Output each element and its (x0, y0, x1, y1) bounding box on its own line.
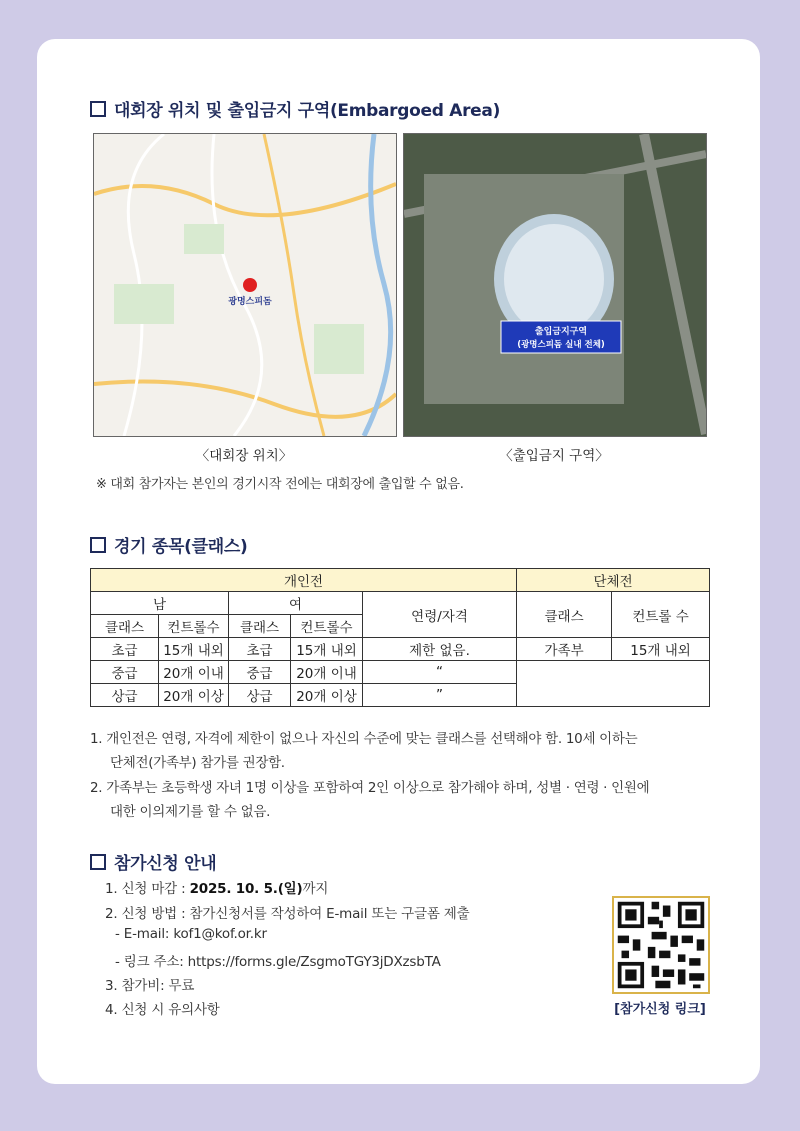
header-male-class: 클래스 (91, 615, 159, 638)
class-note-2-cont: 대한 이의제기를 할 수 없음. (110, 804, 271, 820)
header-female: 여 (229, 592, 363, 615)
caution-line: 4. 신청 시 유의사항 (105, 1002, 220, 1018)
cell-female-controls: 20개 이내 (291, 661, 363, 684)
link-line[interactable]: - 링크 주소: https://forms.gle/ZsgmoTGY3jDXzsbTA (115, 954, 441, 970)
deadline-line (105, 877, 328, 897)
deadline-prefix: 1. 신청 마감 : (105, 881, 190, 897)
qr-link-label[interactable]: [참가신청 링크] (614, 1002, 706, 1017)
class-note-1: 1. 개인전은 연령, 자격에 제한이 없으나 자신의 수준에 맞는 클래스를 선택해야 함. 10세 이하는 (90, 731, 638, 747)
header-male-controls: 컨트롤수 (159, 615, 229, 638)
checkbox-square-icon (90, 101, 106, 117)
cell-team-controls: 15개 내외 (612, 638, 710, 661)
cell-male-class: 상급 (91, 684, 159, 707)
cell-male-controls: 15개 내외 (159, 638, 229, 661)
qr-code-icon[interactable] (612, 896, 710, 994)
cell-female-class: 상급 (229, 684, 291, 707)
venue-note: ※ 대회 참가자는 본인의 경기시작 전에는 대회장에 출입할 수 없음. (96, 477, 464, 492)
cell-male-class: 초급 (91, 638, 159, 661)
header-team: 단체전 (517, 569, 710, 592)
venue-location-map (93, 133, 397, 437)
header-team-class: 클래스 (517, 592, 612, 638)
cell-male-controls: 20개 이상 (159, 684, 229, 707)
section-title-venue: 대회장 위치 및 출입금지 구역(Embargoed Area) (90, 96, 500, 121)
section-title-classes: 경기 종목(클래스) (90, 532, 247, 557)
fee-line: 3. 참가비: 무료 (105, 978, 195, 994)
cell-male-controls: 20개 이내 (159, 661, 229, 684)
cell-age-qual: 제한 없음. (363, 638, 517, 661)
checkbox-square-icon (90, 537, 106, 553)
cell-female-controls: 15개 내외 (291, 638, 363, 661)
method-line: 2. 신청 방법 : 참가신청서를 작성하여 E-mail 또는 구글폼 제출 (105, 906, 470, 922)
table-row (91, 638, 710, 661)
deadline-value: 2025. 10. 5.(일) (189, 881, 303, 897)
cell-male-class: 중급 (91, 661, 159, 684)
venue-map-caption: 〈대회장 위치〉 (195, 448, 293, 464)
section-title-apply: 참가신청 안내 (90, 849, 216, 874)
embargo-map-caption: 〈출입금지 구역〉 (499, 448, 609, 464)
class-note-2: 2. 가족부는 초등학생 자녀 1명 이상을 포함하여 2인 이상으로 참가해야 하며, 성별 · 연령 · 인원에 (90, 780, 650, 796)
cell-age-qual: “ (363, 661, 517, 684)
email-line[interactable]: - E-mail: kof1@kof.or.kr (115, 926, 267, 942)
venue-label: 광명스피돔 (228, 297, 272, 307)
header-male: 남 (91, 592, 229, 615)
deadline-suffix: 까지 (302, 881, 329, 897)
cell-team-empty (517, 661, 710, 707)
cell-female-class: 중급 (229, 661, 291, 684)
cell-team-class: 가족부 (517, 638, 612, 661)
cell-female-controls: 20개 이상 (291, 684, 363, 707)
embargo-area-aerial-map (403, 133, 707, 437)
class-note-1-cont: 단체전(가족부) 참가를 권장함. (110, 755, 285, 771)
header-team-controls: 컨트롤 수 (612, 592, 710, 638)
cell-age-qual: ” (363, 684, 517, 707)
cell-female-class: 초급 (229, 638, 291, 661)
checkbox-square-icon (90, 854, 106, 870)
header-age-qual: 연령/자격 (363, 592, 517, 638)
header-female-class: 클래스 (229, 615, 291, 638)
embargo-callout-line2: (광명스피돔 실내 전체) (517, 340, 605, 350)
table-row (91, 661, 710, 684)
header-individual: 개인전 (91, 569, 517, 592)
class-table (90, 568, 710, 707)
header-female-controls: 컨트롤수 (291, 615, 363, 638)
embargo-callout-line1: 출입금지구역 (534, 327, 588, 337)
